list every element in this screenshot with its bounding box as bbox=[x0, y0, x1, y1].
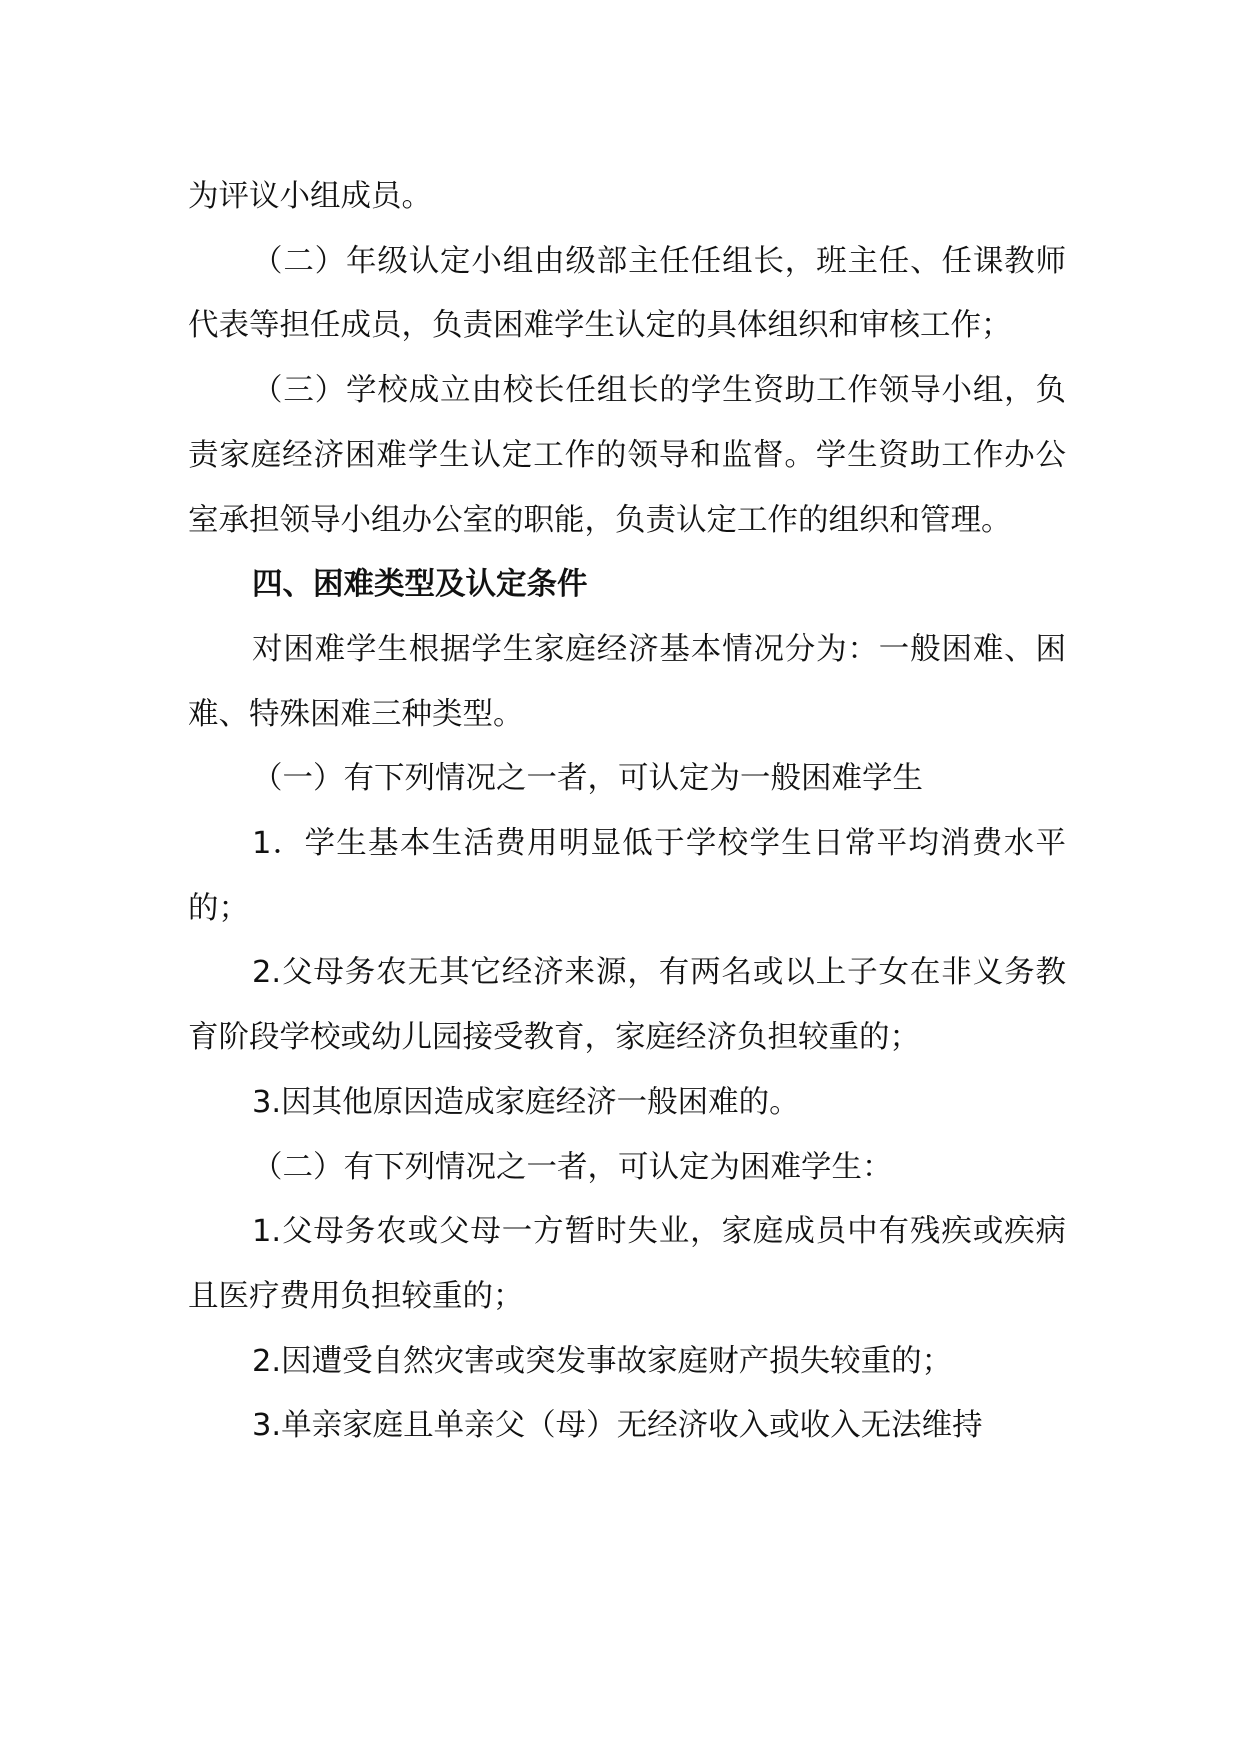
list-item: 3.单亲家庭且单亲父（母）无经济收入或收入无法维持 bbox=[252, 1408, 983, 1444]
paragraph-year-group: （二）年级认定小组由级部主任任组长，班主任、任课教师代表等担任成员，负责困难学生认定的具体组织和审核工作； bbox=[188, 243, 1066, 344]
list-item: 2.父母务农无其它经济来源，有两名或以上子女在非义务教育阶段学校或幼儿园接受教育，家庭经济负担较重的； bbox=[188, 955, 1066, 1056]
list-item: 2.因遭受自然灾害或突发事故家庭财产损失较重的； bbox=[252, 1343, 953, 1379]
section-heading: 四、困难类型及认定条件 bbox=[252, 567, 588, 603]
paragraph-general-difficulty: （一）有下列情况之一者，可认定为一般困难学生 bbox=[252, 761, 923, 797]
list-item: 1.父母务农或父母一方暂时失业，家庭成员中有残疾或疾病且医疗费用负担较重的； bbox=[188, 1214, 1066, 1314]
document-body bbox=[188, 165, 1066, 1459]
paragraph-school-leadership: （三）学校成立由校长任组长的学生资助工作领导小组，负责家庭经济困难学生认定工作的领导和监督。学生资助工作办公室承担领导小组办公室的职能，负责认定工作的组织和管理。 bbox=[188, 373, 1066, 538]
list-item: 3.因其他原因造成家庭经济一般困难的。 bbox=[252, 1084, 800, 1120]
list-item: 1．学生基本生活费用明显低于学校学生日常平均消费水平的； bbox=[188, 826, 1066, 926]
paragraph-difficulty: （二）有下列情况之一者，可认定为困难学生： bbox=[252, 1149, 893, 1185]
paragraph-types-intro: 对困难学生根据学生家庭经济基本情况分为：一般困难、困难、特殊困难三种类型。 bbox=[188, 631, 1066, 732]
paragraph-continuation: 为评议小组成员。 bbox=[188, 179, 432, 214]
